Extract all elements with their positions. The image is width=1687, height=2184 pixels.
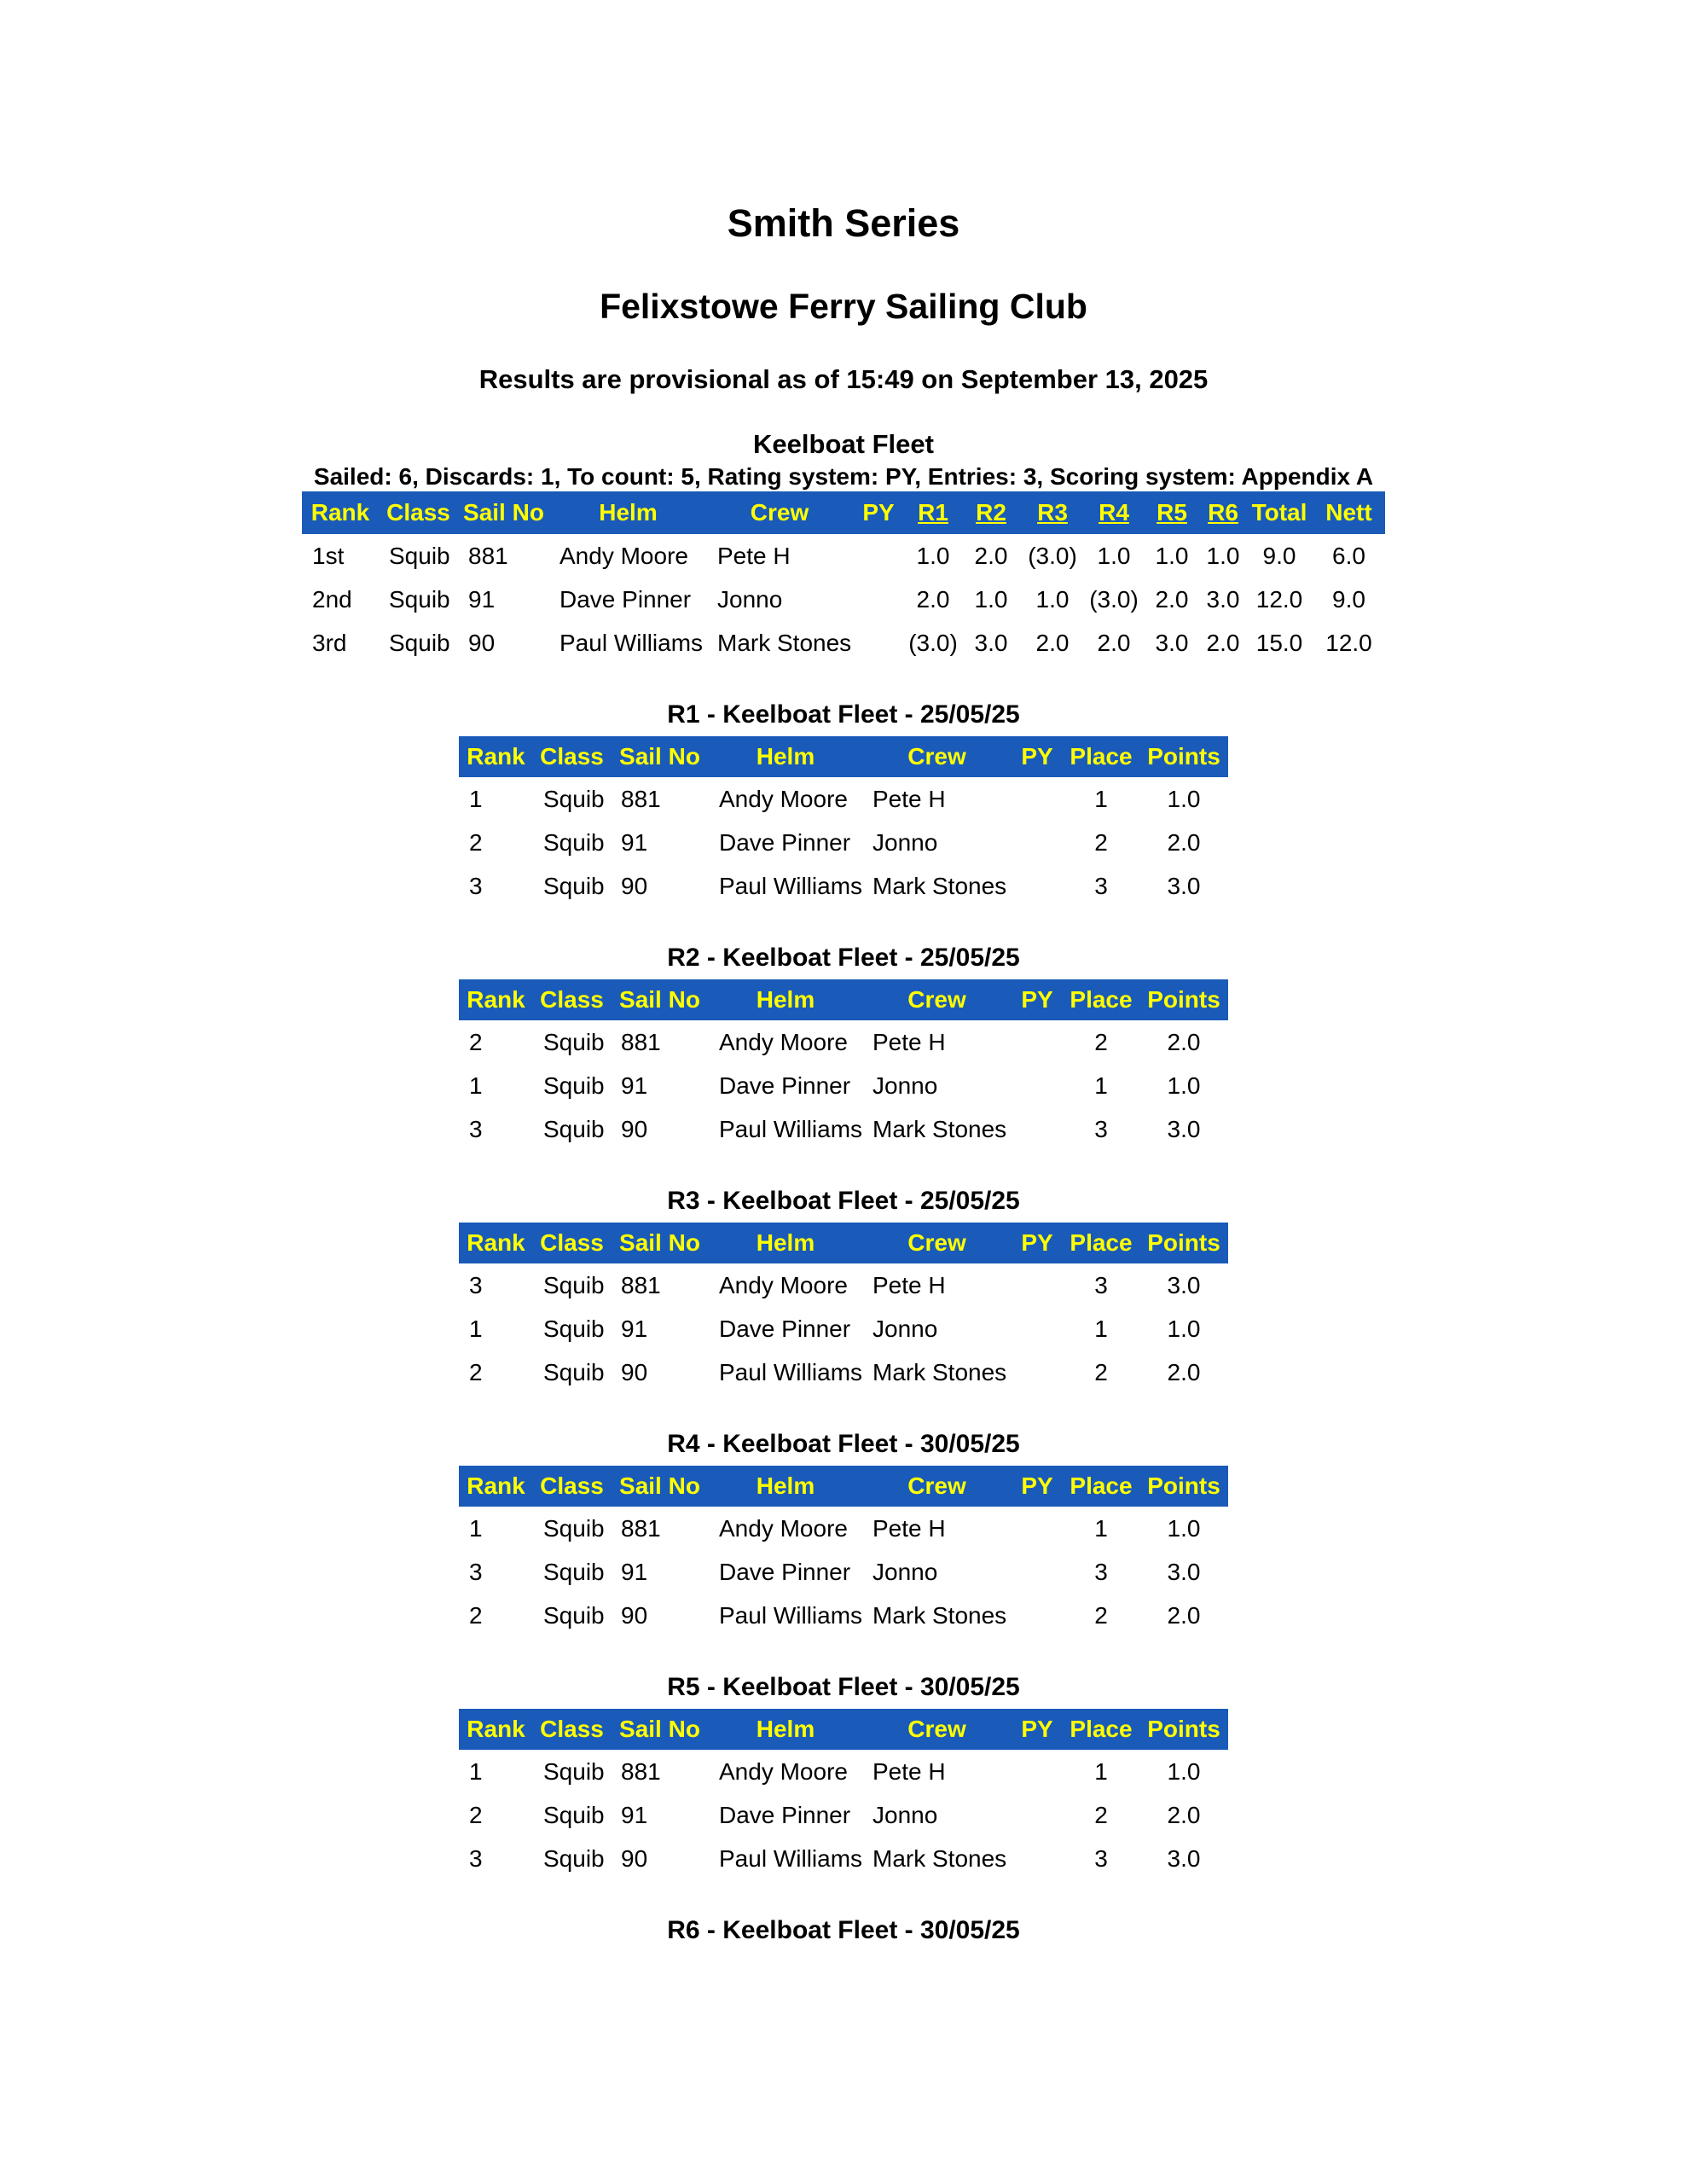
summary-cell: 15.0 [1255,629,1303,656]
summary-cell: 1st [312,542,345,569]
race-r1-cell: 90 [621,872,648,899]
race-r5-cell: Mark Stones [872,1844,1007,1872]
race-r3-header-col-sail-no: Sail No [611,1223,709,1263]
race-r5-row [459,1793,1228,1837]
summary-row [302,621,1385,665]
club-title: Felixstowe Ferry Sailing Club [600,287,1087,326]
summary-table-body [302,534,1385,665]
race-r1-cell: Squib [543,785,605,812]
race-r3-cell: 1 [469,1315,483,1342]
summary-cell: 1.0 [1155,542,1189,569]
race-r1-cell: 1 [1094,785,1108,812]
race-r1-header-col-helm: Helm [709,736,862,777]
race-r4-cell: Andy Moore [719,1514,848,1542]
summary-header-col-total: Total [1246,491,1313,534]
race-r3-header-col-place: Place [1063,1223,1139,1263]
fleet-summary-info: Sailed: 6, Discards: 1, To count: 5, Rating system: PY, Entries: 3, Scoring system: Appendix A [313,463,1374,490]
series-title: Smith Series [727,201,960,245]
race-r5-row [459,1837,1228,1880]
race-r4-header-col-rank: Rank [459,1466,533,1507]
race-r3-cell: 90 [621,1358,648,1385]
race-r5-cell: 1 [469,1757,483,1785]
race-title-r1: R1 - Keelboat Fleet - 25/05/25 [667,700,1020,729]
summary-table-header [302,491,1385,534]
race-r5-header-col-py: PY [1012,1709,1063,1750]
summary-header-col-r3-link[interactable]: R3 [1021,491,1084,534]
race-r1-header-row [459,736,1228,777]
race-title-r5: R5 - Keelboat Fleet - 30/05/25 [667,1673,1020,1701]
race-title-r6: R6 - Keelboat Fleet - 30/05/25 [667,1916,1020,1944]
summary-header-col-nett: Nett [1313,491,1385,534]
race-r5-cell: 1 [1094,1757,1108,1785]
race-r2-cell: 1.0 [1167,1072,1201,1099]
race-r1-cell: 881 [621,785,661,812]
race-r1-cell: Squib [543,828,605,856]
summary-row [302,534,1385,578]
race-r1-header-col-sail-no: Sail No [611,736,709,777]
race-r4-header-col-class: Class [533,1466,611,1507]
race-r1-row [459,821,1228,864]
summary-cell: 2.0 [1035,629,1070,656]
race-r5-cell [1012,1837,1063,1880]
race-r4-cell: 91 [621,1558,648,1585]
race-r3-cell: Dave Pinner [719,1315,851,1342]
race-r1-header-col-place: Place [1063,736,1139,777]
provisional-note: Results are provisional as of 15:49 on September 13, 2025 [478,364,1209,394]
race-r1-cell: Andy Moore [719,785,848,812]
race-r4-header-row [459,1466,1228,1507]
race-r1-cell [1012,864,1063,908]
summary-cell [852,621,905,665]
fleet-heading: Keelboat Fleet [753,429,934,459]
summary-cell: 6.0 [1332,542,1365,569]
race-r5-cell: 3.0 [1167,1844,1201,1872]
summary-header-col-class: Class [379,491,458,534]
race-r2-cell [1012,1107,1063,1151]
race-r3-cell [1012,1307,1063,1350]
summary-cell: Dave Pinner [559,585,692,613]
summary-header-col-helm: Helm [549,491,707,534]
race-r4-cell [1012,1507,1063,1550]
summary-header-col-r6-link[interactable]: R6 [1200,491,1246,534]
summary-cell: 9.0 [1262,542,1296,569]
summary-cell: 2.0 [1097,629,1131,656]
summary-header-col-r1-link[interactable]: R1 [905,491,961,534]
race-r1-cell [1012,777,1063,821]
race-r1-cell: Pete H [872,785,946,812]
race-r3-cell: 91 [621,1315,648,1342]
race-r2-cell: Jonno [872,1072,938,1099]
race-r2-cell: 3 [1094,1115,1108,1142]
race-r2-header-col-py: PY [1012,979,1063,1020]
race-r4-cell: 3 [1094,1558,1108,1585]
race-r5-header-col-class: Class [533,1709,611,1750]
race-r3-cell: Squib [543,1358,605,1385]
race-r1-cell: Mark Stones [872,872,1007,899]
race-r5-header-col-place: Place [1063,1709,1139,1750]
race-r1-cell: 2.0 [1167,828,1201,856]
race-r1-row [459,864,1228,908]
race-r1-cell: 3 [469,872,483,899]
race-table-r2 [459,979,1228,1151]
summary-cell: 1.0 [974,585,1008,613]
race-r2-cell: 1 [1094,1072,1108,1099]
race-r4-cell: Dave Pinner [719,1558,851,1585]
race-r2-row [459,1107,1228,1151]
race-r3-header-col-helm: Helm [709,1223,862,1263]
race-table-r1 [459,736,1228,908]
summary-cell: 90 [468,629,496,656]
race-r2-cell [1012,1064,1063,1107]
race-table-r4 [459,1466,1228,1637]
race-r2-cell: 881 [621,1028,661,1055]
race-r2-cell [1012,1020,1063,1064]
race-r3-cell [1012,1350,1063,1394]
race-r1-header-col-rank: Rank [459,736,533,777]
race-r4-cell: Squib [543,1558,605,1585]
race-r2-cell: 3 [469,1115,483,1142]
race-r1-cell: Paul Williams [719,872,862,899]
race-r5-cell: Andy Moore [719,1757,848,1785]
race-r3-header-col-rank: Rank [459,1223,533,1263]
race-r3-cell [1012,1263,1063,1307]
race-r2-header-col-points: Points [1139,979,1228,1020]
summary-cell: 1.0 [1035,585,1070,613]
summary-cell: 12.0 [1255,585,1303,613]
race-r5-cell: 2 [1094,1801,1108,1828]
race-r1-cell: 3 [1094,872,1108,899]
summary-cell: 3rd [312,629,347,656]
race-r3-header-col-py: PY [1012,1223,1063,1263]
race-r5-cell: Squib [543,1844,605,1872]
race-r5-cell: 2.0 [1167,1801,1201,1828]
race-r5-row [459,1750,1228,1793]
summary-header-col-crew: Crew [707,491,852,534]
race-r2-cell: 91 [621,1072,648,1099]
race-r2-header-col-class: Class [533,979,611,1020]
race-r4-cell: Jonno [872,1558,938,1585]
race-r5-cell: Squib [543,1757,605,1785]
race-r4-cell: Mark Stones [872,1601,1007,1629]
race-r5-cell: Dave Pinner [719,1801,851,1828]
race-r2-cell: Squib [543,1072,605,1099]
race-r2-cell: Squib [543,1115,605,1142]
race-r3-cell: 881 [621,1271,661,1298]
race-r3-cell: 2 [1094,1358,1108,1385]
race-r3-header-col-points: Points [1139,1223,1228,1263]
race-r3-cell: Paul Williams [719,1358,862,1385]
race-r2-cell: Andy Moore [719,1028,848,1055]
race-r1-cell: 1 [469,785,483,812]
summary-cell: 2.0 [916,585,950,613]
race-r2-cell: 1 [469,1072,483,1099]
race-table-r5 [459,1709,1228,1880]
race-r3-cell: 2 [469,1358,483,1385]
summary-cell: 881 [468,542,508,569]
race-r2-row [459,1020,1228,1064]
race-r3-header-col-class: Class [533,1223,611,1263]
race-r2-header-col-helm: Helm [709,979,862,1020]
race-r4-cell: 881 [621,1514,661,1542]
race-r5-cell: 1.0 [1167,1757,1201,1785]
race-title-r3: R3 - Keelboat Fleet - 25/05/25 [667,1187,1020,1215]
summary-header-row [302,491,1385,534]
race-r5-cell: 90 [621,1844,648,1872]
race-r5-cell [1012,1793,1063,1837]
summary-cell: 9.0 [1332,585,1365,613]
race-r4-cell: 3 [469,1558,483,1585]
race-r4-cell: Squib [543,1601,605,1629]
summary-cell: (3.0) [908,629,958,656]
summary-cell: Andy Moore [559,542,688,569]
summary-cell [852,578,905,621]
race-r3-cell: Pete H [872,1271,946,1298]
race-r5-cell: Paul Williams [719,1844,862,1872]
summary-cell: 2.0 [1155,585,1189,613]
race-r3-cell: 3 [469,1271,483,1298]
race-r3-header-row [459,1223,1228,1263]
series-summary-table [302,491,1385,665]
race-r2-cell: 3.0 [1167,1115,1201,1142]
race-r2-row [459,1064,1228,1107]
summary-cell: Jonno [717,585,783,613]
race-r2-cell: Squib [543,1028,605,1055]
race-r5-cell: Squib [543,1801,605,1828]
summary-cell: Squib [389,585,450,613]
race-r5-cell: Jonno [872,1801,938,1828]
race-r3-header-col-crew: Crew [862,1223,1012,1263]
summary-header-col-r2-link[interactable]: R2 [961,491,1021,534]
race-r3-cell: 1 [1094,1315,1108,1342]
race-r2-header-row [459,979,1228,1020]
race-r4-cell: Squib [543,1514,605,1542]
race-r3-row [459,1263,1228,1307]
race-r2-cell: 2 [1094,1028,1108,1055]
race-r1-cell: Dave Pinner [719,828,851,856]
summary-cell: 3.0 [974,629,1008,656]
race-table-r3 [459,1223,1228,1394]
summary-cell: 1.0 [916,542,950,569]
race-r3-cell: Squib [543,1315,605,1342]
race-r2-cell: 90 [621,1115,648,1142]
race-r4-cell: 3.0 [1167,1558,1201,1585]
summary-cell: Pete H [717,542,791,569]
summary-cell: 1.0 [1097,542,1131,569]
summary-cell: Squib [389,542,450,569]
summary-cell: (3.0) [1028,542,1077,569]
race-r1-cell: 3.0 [1167,872,1201,899]
race-r2-header-col-place: Place [1063,979,1139,1020]
race-r3-row [459,1350,1228,1394]
race-r4-row [459,1507,1228,1550]
race-r5-header-col-helm: Helm [709,1709,862,1750]
race-r4-cell: 1 [1094,1514,1108,1542]
summary-cell: 2nd [312,585,352,613]
race-r4-cell [1012,1550,1063,1594]
race-r2-header-col-crew: Crew [862,979,1012,1020]
race-r3-row [459,1307,1228,1350]
summary-header-col-py: PY [852,491,905,534]
race-r2-cell: Paul Williams [719,1115,862,1142]
summary-cell [852,534,905,578]
race-r5-cell: 3 [1094,1844,1108,1872]
race-r1-cell [1012,821,1063,864]
race-r4-cell: 90 [621,1601,648,1629]
race-r3-cell: 3 [1094,1271,1108,1298]
race-r5-cell: 2 [469,1801,483,1828]
summary-header-col-sail-no: Sail No [458,491,549,534]
race-r1-header-col-points: Points [1139,736,1228,777]
race-title-r4: R4 - Keelboat Fleet - 30/05/25 [667,1430,1020,1458]
race-r2-cell: 2 [469,1028,483,1055]
race-r1-header-col-py: PY [1012,736,1063,777]
race-title-r2: R2 - Keelboat Fleet - 25/05/25 [667,944,1020,972]
race-r4-row [459,1594,1228,1637]
race-r1-header-col-class: Class [533,736,611,777]
summary-cell: 2.0 [974,542,1008,569]
race-r3-cell: Jonno [872,1315,938,1342]
race-r4-cell: 1.0 [1167,1514,1201,1542]
race-r4-row [459,1550,1228,1594]
summary-cell: 91 [468,585,496,613]
race-r4-cell: Pete H [872,1514,946,1542]
summary-cell: Paul Williams [559,629,704,656]
race-r4-cell: 2 [469,1601,483,1629]
race-r3-cell: 1.0 [1167,1315,1201,1342]
race-r4-cell: 2.0 [1167,1601,1201,1629]
race-r1-cell: Jonno [872,828,938,856]
race-r5-header-row [459,1709,1228,1750]
summary-cell: Mark Stones [717,629,852,656]
summary-cell: 12.0 [1325,629,1372,656]
summary-row [302,578,1385,621]
race-r4-cell: 2 [1094,1601,1108,1629]
race-r3-cell: Squib [543,1271,605,1298]
summary-cell: 3.0 [1206,585,1240,613]
race-r4-header-col-py: PY [1012,1466,1063,1507]
race-r5-header-col-sail-no: Sail No [611,1709,709,1750]
race-r3-cell: 3.0 [1167,1271,1201,1298]
summary-cell: 1.0 [1206,542,1240,569]
race-r1-row [459,777,1228,821]
race-r5-header-col-points: Points [1139,1709,1228,1750]
race-r1-cell: 2 [469,828,483,856]
summary-cell: (3.0) [1089,585,1139,613]
summary-cell: Squib [389,629,450,656]
race-r3-cell: 2.0 [1167,1358,1201,1385]
race-r5-cell: 91 [621,1801,648,1828]
race-r1-cell: Squib [543,872,605,899]
race-r5-cell [1012,1750,1063,1793]
race-r4-header-col-crew: Crew [862,1466,1012,1507]
race-r5-header-col-crew: Crew [862,1709,1012,1750]
race-r5-header-col-rank: Rank [459,1709,533,1750]
summary-header-col-r4-link[interactable]: R4 [1084,491,1144,534]
summary-cell: 3.0 [1155,629,1189,656]
race-r2-cell: 2.0 [1167,1028,1201,1055]
race-r5-cell: Pete H [872,1757,946,1785]
race-r2-cell: Mark Stones [872,1115,1007,1142]
race-r1-header-col-crew: Crew [862,736,1012,777]
race-r2-header-col-sail-no: Sail No [611,979,709,1020]
race-r4-header-col-sail-no: Sail No [611,1466,709,1507]
race-r5-cell: 3 [469,1844,483,1872]
race-r4-cell: 1 [469,1514,483,1542]
race-r4-header-col-helm: Helm [709,1466,862,1507]
race-r3-cell: Andy Moore [719,1271,848,1298]
race-r5-cell: 881 [621,1757,661,1785]
race-r2-header-col-rank: Rank [459,979,533,1020]
race-sections [0,700,1687,1945]
race-r4-header-col-place: Place [1063,1466,1139,1507]
race-r4-cell [1012,1594,1063,1637]
summary-cell: 2.0 [1206,629,1240,656]
race-r3-cell: Mark Stones [872,1358,1007,1385]
race-r1-cell: 91 [621,828,648,856]
race-r2-cell: Dave Pinner [719,1072,851,1099]
race-r4-cell: Paul Williams [719,1601,862,1629]
summary-header-col-rank: Rank [302,491,379,534]
summary-header-col-r5-link[interactable]: R5 [1144,491,1200,534]
race-r1-cell: 1.0 [1167,785,1201,812]
race-r2-cell: Pete H [872,1028,946,1055]
race-r4-header-col-points: Points [1139,1466,1228,1507]
race-r1-cell: 2 [1094,828,1108,856]
